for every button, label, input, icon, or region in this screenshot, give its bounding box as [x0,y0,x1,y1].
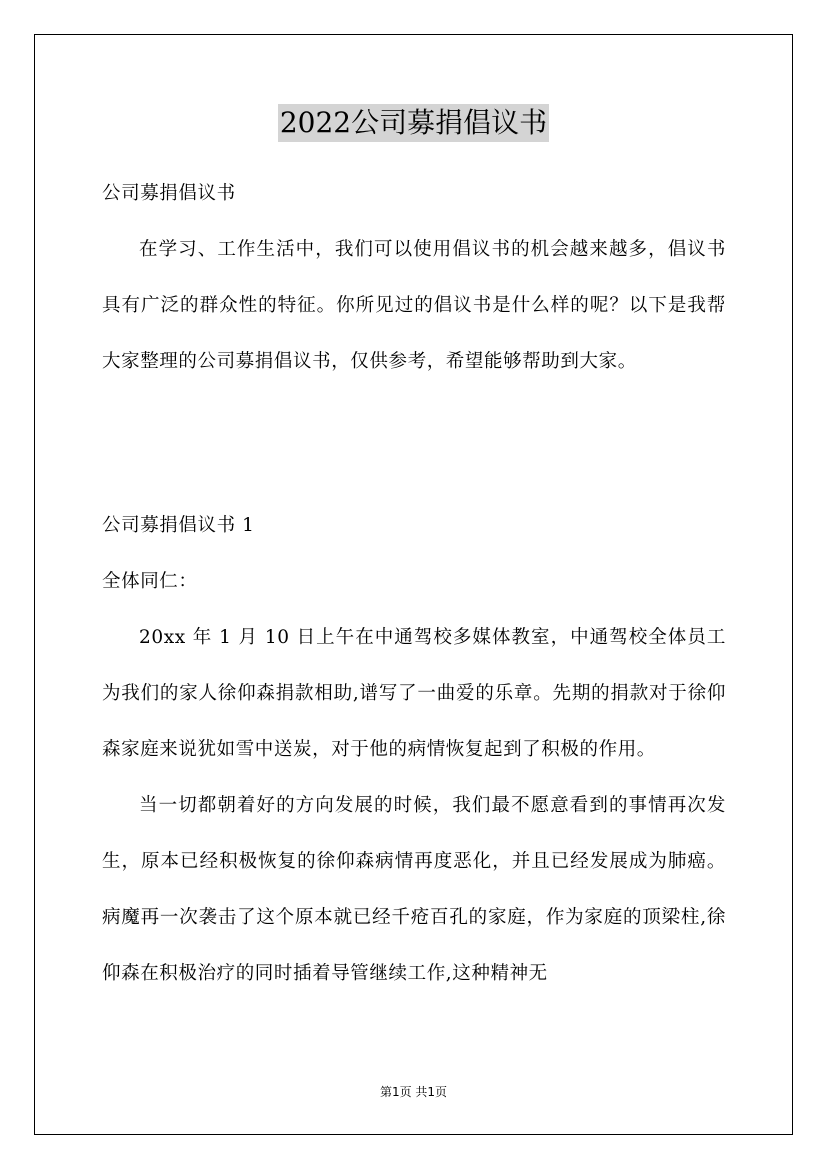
salutation: 全体同仁： [102,571,198,592]
document-title: 2022公司募捐倡议书 [278,104,549,142]
section-heading: 公司募捐倡议书 1 [102,515,255,536]
intro-section [102,166,726,390]
page-footer: 第1页 共1页 [379,1085,448,1099]
body-paragraph-2: 当一切都朝着好的方向发展的时候，我们最不愿意看到的事情再次发生，原本已经积极恢复的徐仰森病情再度恶化，并且已经发展成为肺癌。病魔再一次袭击了这个原本就已经千疮百孔的家庭，作为家庭的顶梁柱,徐仰森在积极治疗的同时插着导管继续工作,这种精神无 [102,795,726,984]
title-container [0,104,827,142]
document-subtitle: 公司募捐倡议书 [102,183,236,204]
section-1 [102,498,726,1002]
body-paragraph-1: 20xx 年 1 月 10 日上午在中通驾校多媒体教室，中通驾校全体员工为我们的家人徐仰森捐款相助,谱写了一曲爱的乐章。先期的捐款对于徐仰森家庭来说犹如雪中送炭，对于他的病情恢复起到了积极的作用。 [102,627,726,760]
intro-paragraph: 在学习、工作生活中，我们可以使用倡议书的机会越来越多，倡议书具有广泛的群众性的特征。你所见过的倡议书是什么样的呢？以下是我帮大家整理的公司募捐倡议书，仅供参考，希望能够帮助到大家。 [102,239,726,372]
